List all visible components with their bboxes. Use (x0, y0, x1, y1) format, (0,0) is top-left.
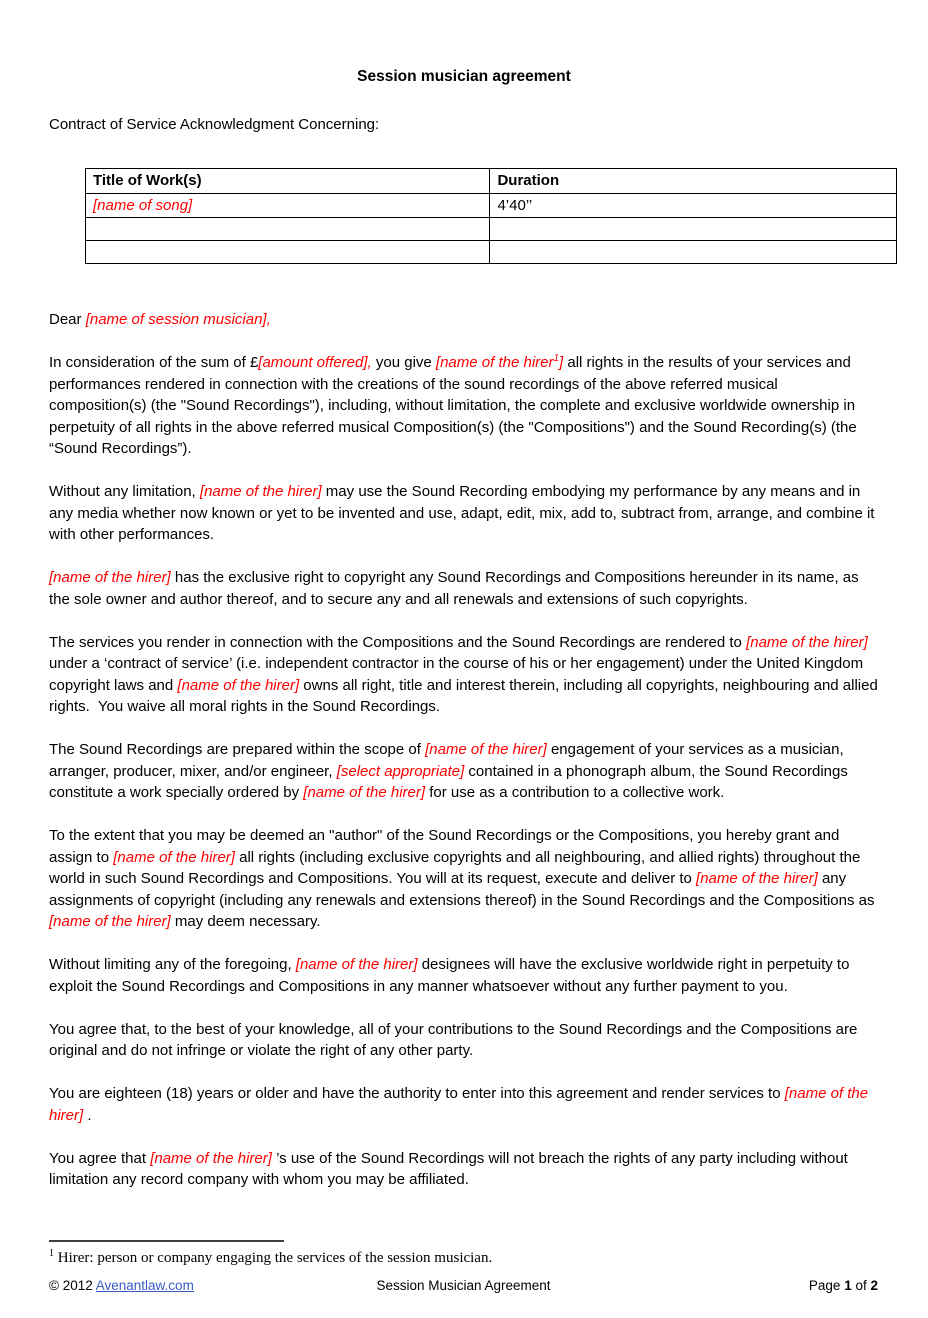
text-segment: . (83, 1106, 92, 1124)
page-footer (49, 1277, 878, 1294)
text-segment: under a ‘contract of service’ (i.e. independent contractor in the course of his or her engagement) under the United Kingdom copyright laws and (49, 633, 872, 694)
footnote (49, 1248, 878, 1268)
text-segment: all rights (including exclusive copyrights and all neighbouring, and allied rights) throughout the world in such Sound Recordings and Compositions. You will at its request, execute and deliver to (49, 848, 865, 887)
placeholder-segment: 1 (553, 353, 560, 364)
text-segment: ’s use of the Sound Recordings will not breach the rights of any party including without limitation any record company with whom you may be affiliated. (49, 1149, 852, 1188)
text-segment: contained in a phonograph album, the Sound Recordings constitute a work specially ordered by (49, 762, 853, 801)
text-segment: Dear (49, 311, 86, 328)
placeholder-segment: [select appropriate] (336, 762, 465, 780)
text-segment: The services you render in connection with the Compositions and the Sound Recordings are rendered to (49, 633, 747, 651)
paragraph (49, 309, 879, 331)
placeholder-segment: [name of the hirer] (49, 913, 171, 930)
column-header-duration: Duration (490, 169, 897, 194)
placeholder-segment: [name of the hirer] (177, 676, 300, 694)
paragraph (49, 739, 879, 804)
song-name-cell (86, 218, 490, 241)
placeholder-segment: [name of the hirer] (199, 483, 322, 500)
duration-cell: 4’40’’ (490, 193, 897, 218)
text-segment: Without limiting any of the foregoing, (49, 956, 296, 973)
document-title: Session musician agreement (357, 68, 571, 85)
footnote-separator (49, 1240, 284, 1242)
placeholder-segment: [name of the hirer] (150, 1149, 272, 1167)
text-segment: You agree that, to the best of your knowledge, all of your contributions to the Sound Recordings and the Compositions are original and do not infringe or violate the right of any other party. (49, 1020, 862, 1059)
placeholder-segment: [amount offered], (258, 354, 372, 371)
placeholder-segment: [name of the hirer] (696, 870, 818, 887)
page-number: 1 (844, 1278, 852, 1293)
paragraph (49, 954, 879, 997)
text-segment: may deem necessary. (170, 913, 321, 930)
text-segment: You are eighteen (18) years or older and have the authority to enter into this agreement and render services to (49, 1085, 785, 1102)
table-row (86, 241, 897, 264)
page-word: Page (808, 1278, 845, 1293)
placeholder-segment: [name of the hirer] (49, 1085, 873, 1124)
table-row (86, 193, 897, 218)
paragraph (49, 567, 879, 610)
text-segment: In consideration of the sum of £ (49, 354, 259, 371)
placeholder-segment: [name of the hirer] (295, 956, 418, 973)
text-segment: designees will have the exclusive worldwide right in perpetuity to exploit the Sound Recordings and Compositions in any manner whatsoever without any further payment to you. (49, 956, 854, 995)
duration-cell (490, 241, 897, 264)
paragraph (49, 632, 882, 718)
of-word: of (851, 1278, 871, 1293)
text-segment: owns all right, title and interest therein, including all copyrights, neighbouring and allied rights. You waive all moral rights in the Sound Recordings. (49, 676, 882, 715)
text-segment: The Sound Recordings are prepared within the scope of (49, 741, 426, 758)
copyright-text: © 2012 (49, 1278, 96, 1293)
placeholder-segment: [name of the hirer (435, 354, 554, 371)
text-segment: You agree that (49, 1149, 151, 1167)
table-header-row (86, 169, 897, 194)
paragraph (49, 1148, 879, 1191)
works-table (85, 168, 897, 264)
paragraph (49, 1083, 879, 1126)
paragraph (49, 352, 879, 460)
paragraph (49, 825, 879, 933)
text-segment: any assignments of copyright (including any renewals and extensions thereof) in the Sound Recordings and the Compositions as (49, 870, 879, 909)
placeholder-segment: [name of the hirer] (746, 633, 868, 651)
copyright (49, 1277, 325, 1294)
placeholder-segment: [name of the hirer] (49, 569, 171, 586)
intro-line: Contract of Service Acknowledgment Concerning: (49, 115, 380, 133)
duration-cell (490, 218, 897, 241)
placeholder-segment: [name of the hirer] (113, 848, 235, 866)
text-segment: all rights in the results of your services and performances rendered in connection with the creations of the sound recordings of the above referred musical composition(s) (the "Sound Recordings"), including, without limitation, the complete and exclusive worldwide ownership in perpetuity of all rights in the above referred musical Composition(s) (the "Compositions") and the Sound Recording(s) (the “Sound Recordings”). (49, 354, 861, 457)
text-segment: you give (371, 354, 436, 371)
footer-area (49, 1240, 878, 1294)
placeholder-segment: ] (559, 354, 564, 371)
text-segment: has the exclusive right to copyright any Sound Recordings and Compositions hereunder in its name, as the sole owner and author thereof, and to secure any and all renewals and extensions of such copyrights. (49, 569, 863, 608)
total-pages: 2 (870, 1278, 878, 1293)
avenantlaw-link[interactable]: Avenantlaw.com (95, 1278, 194, 1293)
footer-document-name: Session Musician Agreement (376, 1278, 551, 1293)
footnote-text: Hirer: person or company engaging the services of the session musician. (54, 1250, 493, 1266)
text-segment: for use as a contribution to a collective work. (425, 784, 725, 801)
placeholder-segment: [name of the hirer] (303, 784, 426, 801)
placeholder-segment: [name of the hirer] (425, 741, 547, 758)
text-segment: engagement of your services as a musician, arranger, producer, mixer, and/or engineer, (49, 741, 848, 780)
paragraph (49, 1019, 879, 1062)
paragraph (49, 481, 879, 546)
placeholder-segment: [name of session musician], (85, 311, 271, 328)
document-body (49, 309, 882, 1191)
text-segment: To the extent that you may be deemed an "author" of the Sound Recordings or the Compositions, you hereby grant and assign to (49, 827, 844, 866)
song-name-cell: [name of song] (86, 193, 490, 218)
text-segment: Without any limitation, (49, 483, 200, 500)
text-segment: may use the Sound Recording embodying my performance by any means and in any media whether now known or yet to be invented and use, adapt, edit, mix, add to, subtract from, arrange, and combine it with other performances. (49, 483, 879, 543)
page-indicator (602, 1277, 878, 1294)
column-header-title: Title of Work(s) (86, 169, 490, 194)
footnote-marker: 1 (49, 1248, 54, 1259)
song-name-cell (86, 241, 490, 264)
table-row (86, 218, 897, 241)
